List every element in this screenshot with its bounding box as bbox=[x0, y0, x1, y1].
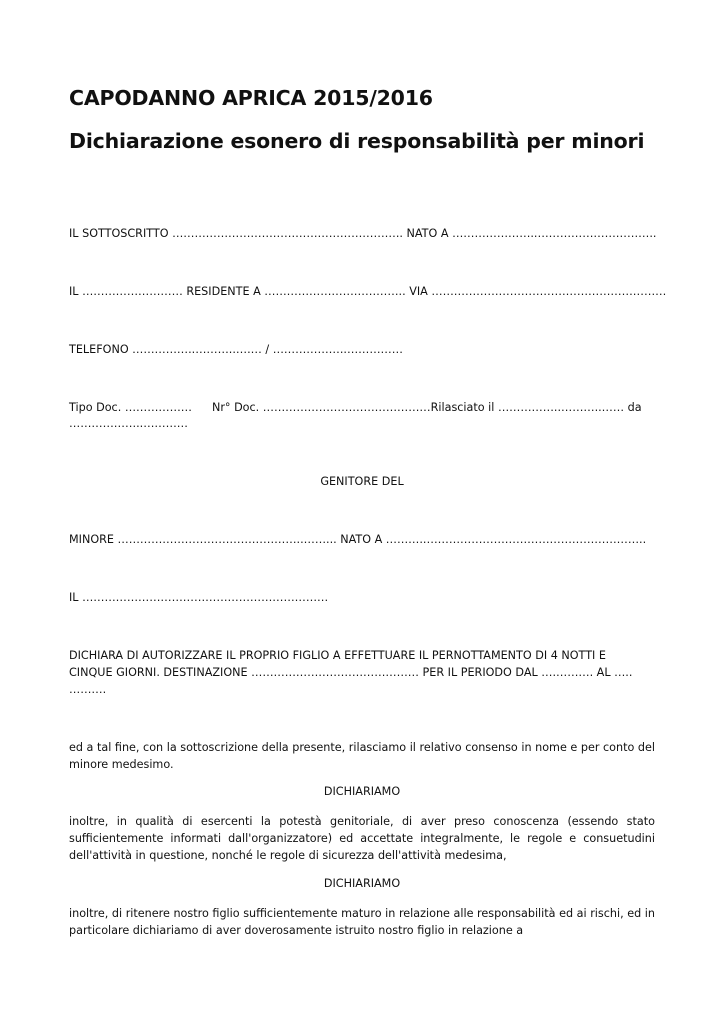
parent-heading: GENITORE DEL bbox=[320, 475, 404, 488]
declaration-heading-1: DICHIARIAMO bbox=[323, 785, 401, 798]
authorization-line-3: ………. bbox=[69, 683, 107, 696]
document-title: CAPODANNO APRICA 2015/2016 bbox=[69, 86, 433, 110]
minor-name-birthplace-line: MINORE …………………………………………..……... NATO A ………..………………………………………………….. bbox=[69, 533, 647, 546]
authorization-line-1: DICHIARA DI AUTORIZZARE IL PROPRIO FIGLIO A EFFETTUARE IL PERNOTTAMENTO DI 4 NOTTI E bbox=[69, 649, 606, 662]
document-issuer-line: ………………..………… bbox=[69, 417, 188, 430]
declaration-heading-2: DICHIARIAMO bbox=[323, 877, 401, 890]
document-info-line bbox=[69, 400, 642, 416]
minor-birthdate-line: IL ………………………………………………………… bbox=[69, 591, 329, 604]
document-subtitle: Dichiarazione esonero di responsabilità per minori bbox=[69, 129, 645, 153]
signer-birthdate-residence-line: IL ……………………… RESIDENTE A ……………………………….. VIA ……………………………………………………… bbox=[69, 285, 667, 298]
consent-paragraph: ed a tal fine, con la sottoscrizione della presente, rilasciamo il relativo consenso in nome e per conto del minore medesimo. bbox=[69, 741, 655, 771]
declaration-paragraph-1: inoltre, in qualità di esercenti la potestà genitoriale, di aver preso conoscenza (essendo stato sufficientemente informati dall'organizzatore) ed accettate integralmente, le regole e consuetudini dell'attività in questione, nonché le regole di sicurezza dell'attività medesima, bbox=[69, 815, 655, 862]
signer-name-birthplace-line: IL SOTTOSCRITTO …………………………………………………….. NATO A …………………..………………………….. bbox=[69, 227, 657, 240]
doc-type-field: Tipo Doc. ……………… bbox=[69, 401, 192, 414]
doc-number-issued-field: Nr° Doc. ………………………………………Rilasciato il ……………..………..…… da bbox=[211, 401, 642, 414]
signer-phone-line: TELEFONO ……………..………..….… / ………………..…………… bbox=[69, 343, 403, 356]
authorization-line-2: CINQUE GIORNI. DESTINAZIONE ……………………………………… PER IL PERIODO DAL ….………. AL ….. bbox=[69, 666, 633, 679]
declaration-paragraph-2: inoltre, di ritenere nostro figlio sufficientemente maturo in relazione alle responsabilità ed ai rischi, ed in particolare dichiariamo di aver doverosamente istruito nostro figlio in relazione a bbox=[69, 907, 655, 937]
